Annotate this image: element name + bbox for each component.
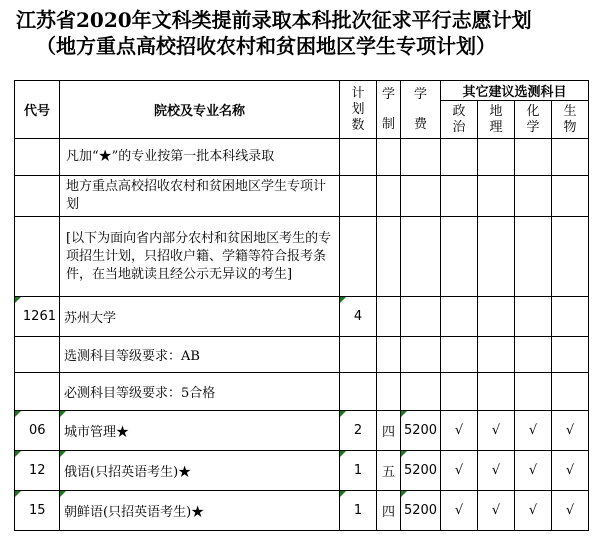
empty-cell	[15, 176, 60, 217]
check-geography: √	[478, 491, 515, 531]
major-code: 12	[15, 451, 60, 491]
header-subject-geography: 地 理	[478, 101, 515, 139]
check-politics: √	[441, 411, 478, 451]
header-subject-politics: 政 治	[441, 101, 478, 139]
school-requirement-required: 必测科目等级要求：5合格	[60, 373, 340, 411]
school-code: 1261	[15, 297, 60, 337]
header-xuezhi: 学 制	[377, 81, 401, 139]
major-years: 四	[377, 411, 401, 451]
school-name: 苏州大学	[60, 297, 340, 337]
school-plan: 4	[340, 297, 377, 337]
check-geography: √	[478, 411, 515, 451]
check-biology: √	[552, 451, 589, 491]
empty-cell	[15, 373, 60, 411]
major-fee: 5200	[401, 451, 441, 491]
page-subtitle: （地方重点高校招收农村和贫困地区学生专项计划）	[36, 34, 496, 58]
check-geography: √	[478, 451, 515, 491]
major-years: 五	[377, 451, 401, 491]
page-title: 江苏省2020年文科类提前录取本科批次征求平行志愿计划	[16, 8, 532, 32]
empty-cell	[15, 217, 60, 297]
check-politics: √	[441, 451, 478, 491]
check-chemistry: √	[515, 411, 552, 451]
major-plan: 1	[340, 491, 377, 531]
major-name: 朝鲜语(只招英语考生)★	[60, 491, 340, 531]
major-years: 四	[377, 491, 401, 531]
empty-cell	[15, 139, 60, 176]
check-politics: √	[441, 491, 478, 531]
plan-table	[14, 80, 589, 531]
header-subject-chemistry: 化 学	[515, 101, 552, 139]
major-fee: 5200	[401, 411, 441, 451]
header-code: 代号	[15, 81, 60, 139]
header-name: 院校及专业名称	[60, 81, 340, 139]
major-plan: 1	[340, 451, 377, 491]
header-other-subjects: 其它建议选测科目	[441, 81, 589, 101]
header-subject-biology: 生 物	[552, 101, 589, 139]
empty-cell	[15, 337, 60, 373]
check-chemistry: √	[515, 451, 552, 491]
major-plan: 2	[340, 411, 377, 451]
notice-plan-type: 地方重点高校招收农村和贫困地区学生专项计划	[60, 176, 340, 217]
major-fee: 5200	[401, 491, 441, 531]
major-name: 城市管理★	[60, 411, 340, 451]
major-name: 俄语(只招英语考生)★	[60, 451, 340, 491]
table-row	[15, 411, 589, 451]
notice-star: 凡加“★”的专业按第一批本科线录取	[60, 139, 340, 176]
table-row	[15, 491, 589, 531]
header-xuefei: 学 费	[401, 81, 441, 139]
header-plan: 计 划 数	[340, 81, 377, 139]
major-code: 06	[15, 411, 60, 451]
table-row	[15, 451, 589, 491]
school-requirement-elective: 选测科目等级要求：AB	[60, 337, 340, 373]
check-biology: √	[552, 411, 589, 451]
check-biology: √	[552, 491, 589, 531]
check-chemistry: √	[515, 491, 552, 531]
notice-eligibility: [以下为面向省内部分农村和贫困地区考生的专项招生计划，只招收户籍、学籍等符合报考条件，在当地就读且经公示无异议的考生]	[60, 217, 340, 297]
major-code: 15	[15, 491, 60, 531]
